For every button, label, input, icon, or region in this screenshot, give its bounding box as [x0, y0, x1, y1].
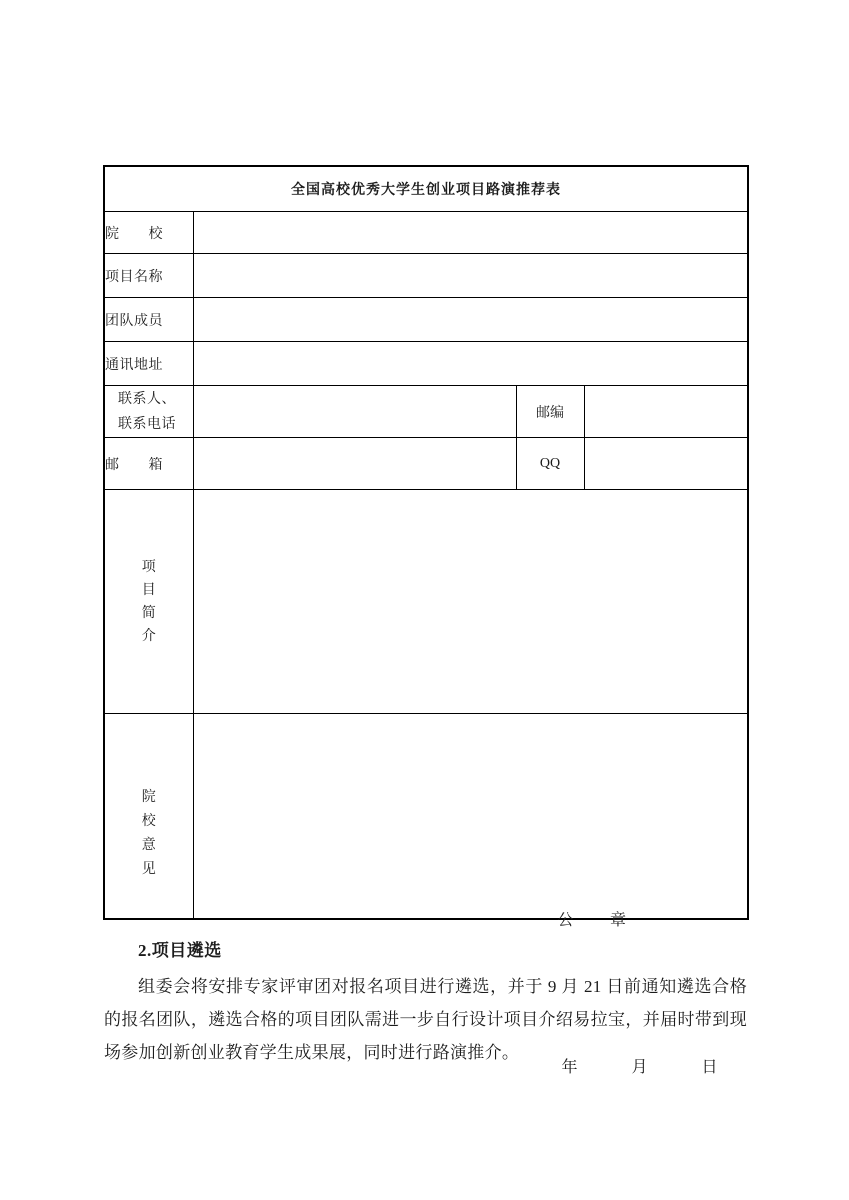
qq-label: QQ — [516, 438, 584, 490]
section-paragraph: 组委会将安排专家评审团对报名项目进行遴选，并于 9 月 21 日前通知遴选合格的报名团队，遴选合格的项目团队需进一步自行设计项目介绍易拉宝，并届时带到现场参加创新创业教育学生成果展，同时进行路演推介。 — [104, 977, 747, 1062]
table-row — [104, 714, 748, 919]
table-row — [104, 298, 748, 342]
table-row — [104, 212, 748, 254]
address-label: 通讯地址 — [104, 342, 193, 386]
official-seal-label: 公 章 — [557, 912, 628, 929]
table-row — [104, 254, 748, 298]
table-row — [104, 490, 748, 714]
project-name-label: 项目名称 — [104, 254, 193, 298]
form-title: 全国高校优秀大学生创业项目路演推荐表 — [104, 166, 748, 212]
email-field[interactable] — [193, 438, 516, 490]
email-label: 邮 箱 — [104, 438, 193, 490]
qq-field[interactable] — [584, 438, 748, 490]
contact-label-line1: 联系人、 — [118, 391, 176, 407]
contact-label-line2: 联系电话 — [118, 416, 176, 432]
section-heading: 2.项目遴选 — [138, 941, 222, 960]
team-members-field[interactable] — [193, 298, 748, 342]
table-row — [104, 166, 748, 212]
school-opinion-label — [104, 714, 193, 919]
school-opinion-label-text: 院校意见 — [141, 789, 156, 877]
contact-field[interactable] — [193, 386, 516, 438]
notes-section — [104, 936, 747, 1069]
project-intro-label — [104, 490, 193, 714]
team-members-label: 团队成员 — [104, 298, 193, 342]
project-intro-field[interactable] — [193, 490, 748, 714]
table-row — [104, 342, 748, 386]
project-intro-label-text: 项目简介 — [141, 559, 156, 644]
date-placeholder-label: 年 月 日 — [561, 1059, 720, 1076]
school-field[interactable] — [193, 212, 748, 254]
postal-code-label: 邮编 — [516, 386, 584, 438]
address-field[interactable] — [193, 342, 748, 386]
table-row — [104, 386, 748, 438]
postal-code-field[interactable] — [584, 386, 748, 438]
contact-label — [104, 386, 193, 438]
project-name-field[interactable] — [193, 254, 748, 298]
school-label: 院 校 — [104, 212, 193, 254]
table-row — [104, 438, 748, 490]
